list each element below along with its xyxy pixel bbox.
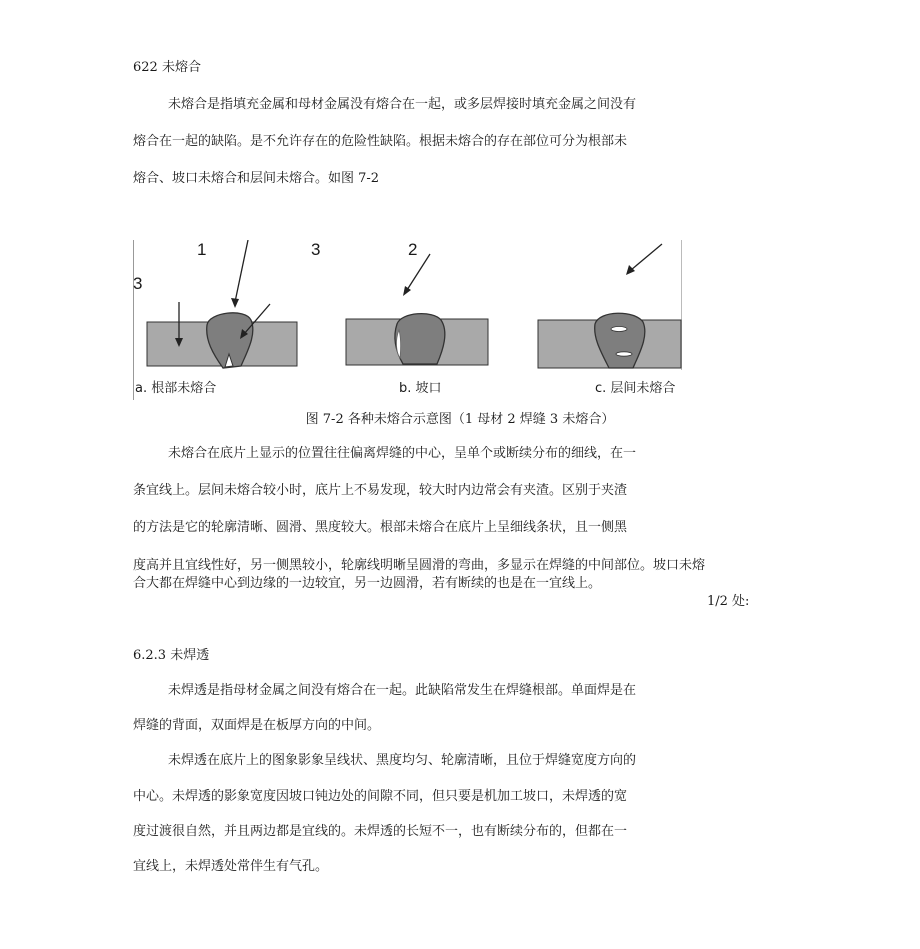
page-note: 1/2 处: [707, 594, 750, 609]
arrowhead-1 [231, 298, 239, 308]
section-623-title: 6.2.3 未焊透 [133, 648, 210, 663]
label-2: 2 [408, 240, 418, 259]
section-622-title: 622 未熔合 [133, 60, 201, 75]
paragraph-line: 未焊透是指母材金属之间没有熔合在一起。此缺陷常发生在焊缝根部。单面焊是在 [168, 683, 637, 698]
pointer-line-c [631, 244, 662, 270]
figure-title: 图 7-2 各种未熔合示意图（1 母材 2 焊缝 3 未熔合） [305, 412, 615, 427]
paragraph-line: 未焊透在底片上的图象影象呈线状、黑度均匀、轮廓清晰，且位于焊缝宽度方向的 [168, 753, 637, 768]
paragraph-line: 未熔合是指填充金属和母材金属没有熔合在一起，或多层焊接时填充金属之间没有 [168, 97, 637, 112]
pointer-line-1 [235, 240, 248, 302]
arrowhead-2 [403, 286, 411, 296]
interlayer-defect-lower [616, 352, 632, 356]
label-3-right: 3 [311, 240, 321, 259]
paragraph-line: 熔合在一起的缺陷。是不允许存在的危险性缺陷。根据未熔合的存在部位可分为根部未 [133, 134, 628, 149]
paragraph-line: 度高并且宜线性好，另一侧黑较小，轮廓线明晰呈圆滑的弯曲，多显示在焊缝的中间部位。坡口未熔 [133, 558, 706, 573]
weld-bead-b [395, 314, 445, 364]
paragraph-line: 熔合、坡口未熔合和层间未熔合。如图 7-2 [133, 171, 380, 186]
figure-7-2 [133, 240, 683, 400]
paragraph-line: 度过渡很自然，并且两边都是宜线的。未焊透的长短不一，也有断续分布的，但都在一 [133, 824, 628, 839]
paragraph-line: 焊缝的背面，双面焊是在板厚方向的中间。 [133, 718, 381, 733]
paragraph-line: 宜线上，未焊透处常伴生有气孔。 [133, 859, 329, 874]
interlayer-defect-upper [611, 327, 627, 332]
caption-b: b. 坡口 [399, 381, 442, 396]
caption-c: c. 层间未熔合 [595, 381, 676, 396]
label-3-left: 3 [133, 274, 143, 293]
paragraph-line: 条宜线上。层间未熔合较小时，底片上不易发现，较大时内边常会有夹渣。区别于夹渣 [133, 483, 628, 498]
arrowhead-c [626, 265, 635, 275]
label-1: 1 [197, 240, 207, 259]
figure-diagram [133, 240, 683, 400]
paragraph-line: 的方法是它的轮廓清晰、圆滑、黑度较大。根部未熔合在底片上呈细线条状，且一侧黑 [133, 520, 628, 535]
paragraph-line: 合大都在焊缝中心到边缘的一边较宜，另一边圆滑，若有断续的也是在一宜线上。 [133, 576, 602, 591]
caption-a: a. 根部未熔合 [135, 381, 217, 396]
paragraph-line: 中心。未焊透的影象宽度因坡口钝边处的间隙不同，但只要是机加工坡口，未焊透的宽 [133, 789, 628, 804]
paragraph-line: 未熔合在底片上显示的位置往往偏离焊缝的中心，呈单个或断续分布的细线，在一 [168, 446, 637, 461]
